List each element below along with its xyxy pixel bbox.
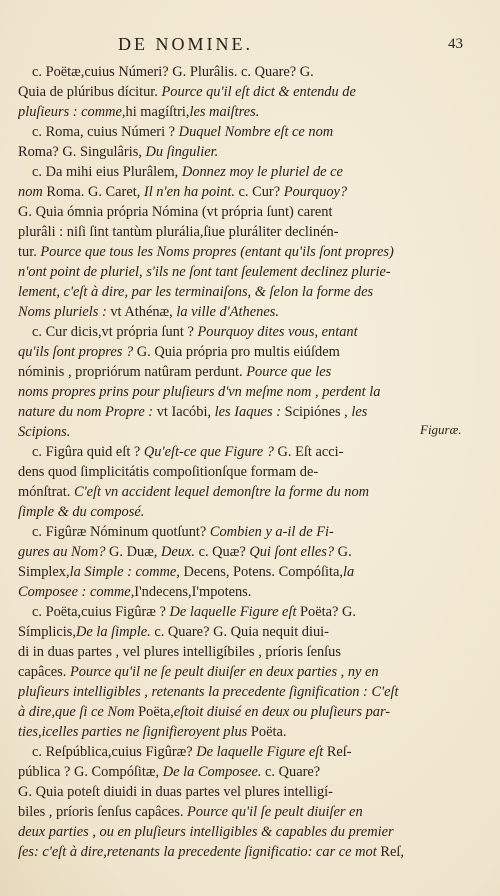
- latin-text: c. Quare? G.: [241, 64, 314, 80]
- text-line: [18, 682, 414, 702]
- french-text: Duquel Nombre eſt ce nom: [178, 124, 334, 140]
- french-text: Pource qu'il eſt dict & entendu de: [161, 84, 356, 100]
- french-text: qu'ils ſont propres ?: [18, 344, 137, 360]
- latin-text: Reſ,: [380, 844, 404, 860]
- french-text: Il n'en ha point.: [143, 184, 239, 200]
- text-line: [18, 542, 414, 562]
- latin-text: di in duas partes , vel plures intelligíbiles , príoris ſenſus: [18, 644, 341, 660]
- text-line: [18, 602, 414, 622]
- text-line: [18, 242, 414, 262]
- latin-text: Roma.: [46, 184, 88, 200]
- text-line: [18, 442, 414, 462]
- latin-text: Poëta,: [138, 704, 174, 720]
- french-text: la Simple : comme,: [69, 564, 184, 580]
- french-text: Pource que tous les Noms propres (entant qu'ils ſont propres): [40, 244, 394, 260]
- page-number: 43: [448, 36, 463, 52]
- latin-text: G. Quia ómnia própria Nómina (vt própria ſunt) carent: [18, 204, 333, 220]
- french-text: la: [342, 564, 355, 580]
- latin-text: vt Athénæ,: [110, 304, 177, 320]
- french-text: lement, c'eſt à dire, par les terminaiſons, & ſelon la forme des: [18, 284, 374, 300]
- latin-text: hi magíſtri,: [125, 104, 190, 120]
- latin-text: Reſ-: [326, 744, 352, 760]
- latin-text: Símplicis,: [18, 624, 76, 640]
- text-line: [18, 282, 414, 302]
- text-line: [18, 182, 414, 202]
- latin-text: Simplex,: [18, 564, 70, 580]
- text-line: [18, 622, 414, 642]
- latin-text: Poëta?: [300, 604, 343, 620]
- text-line: [18, 302, 414, 322]
- text-line: [18, 162, 414, 182]
- french-text: ſimple & du composé.: [18, 504, 145, 520]
- latin-text: G. Caret,: [87, 184, 144, 200]
- french-text: pluſieurs intelligibles , retenants la precedente ſignification : C'eſt: [18, 684, 399, 700]
- latin-text: Poëta.: [250, 724, 287, 740]
- latin-text: plurâli : niſi ſint tantùm plurália,ſiue pluráliter declinén-: [18, 224, 339, 240]
- latin-text: c. Cur?: [238, 184, 284, 200]
- french-text: ties,icelles parties ne ſignifieroyent plus: [18, 724, 251, 740]
- french-text: Composee : comme,: [18, 584, 135, 600]
- latin-text: Roma?: [18, 144, 63, 160]
- french-text: Pourquoy?: [283, 184, 348, 200]
- latin-text: G. Eſt acci-: [277, 444, 344, 460]
- text-line: [18, 842, 414, 862]
- latin-text: I'ndecens,I'mpotens.: [134, 584, 252, 600]
- latin-text: Quia de plúribus dícitur.: [18, 84, 162, 100]
- text-line: [18, 142, 414, 162]
- latin-text: G. Compóſitæ,: [73, 764, 163, 780]
- french-text: De laquelle Figure eſt: [169, 604, 301, 620]
- french-text: nature du nom Propre :: [18, 404, 157, 420]
- text-line: [18, 262, 414, 282]
- latin-text: G. Quia nequit diui-: [213, 624, 329, 640]
- text-line: [18, 482, 414, 502]
- text-line: [18, 582, 414, 602]
- latin-text: dens quod ſimplicitátis compoſitionſque formam de-: [18, 464, 319, 480]
- latin-text: G. Plurâlis.: [172, 64, 242, 80]
- latin-text: G. Quia poteſt diuidi in duas partes vel plures intelligí-: [18, 784, 333, 800]
- french-text: De laquelle Figure eſt: [196, 744, 327, 760]
- text-line: [18, 722, 414, 742]
- french-text: Combien y a-il de Fi-: [209, 524, 334, 540]
- latin-text: Decens, Potens. Compóſita,: [183, 564, 343, 580]
- french-text: Donnez moy le pluriel de ce: [181, 164, 343, 180]
- french-text: Noms pluriels :: [18, 304, 111, 320]
- latin-text: c. Da mihi eius Plurâlem,: [32, 164, 182, 180]
- french-text: Pource qu'il ne ſe peult diuiſer en deux parties , ny en: [69, 664, 379, 680]
- french-text: pluſieurs : comme,: [18, 104, 126, 120]
- french-text: gures au Nom?: [18, 544, 110, 560]
- text-line: [18, 642, 414, 662]
- text-line: [18, 82, 414, 102]
- french-text: Pourquoy dites vous, entant: [197, 324, 358, 340]
- french-text: Qui ſont elles?: [249, 544, 338, 560]
- latin-text: Scipiónes ,: [284, 404, 352, 420]
- latin-text: c. Quæ?: [198, 544, 250, 560]
- latin-text: vt Iacóbi,: [156, 404, 215, 420]
- french-text: Scipions.: [18, 424, 71, 440]
- french-text: Pource que les: [246, 364, 332, 380]
- french-text: nom: [18, 184, 47, 200]
- text-line: [18, 562, 414, 582]
- margin-note: Figuræ.: [420, 422, 462, 437]
- text-line: [18, 762, 414, 782]
- latin-text: c. Quare?: [154, 624, 214, 640]
- french-text: De la ſimple.: [75, 624, 155, 640]
- text-line: [18, 802, 414, 822]
- text-line: [18, 382, 414, 402]
- french-text: eſtoit diuisé en deux ou pluſieurs par-: [173, 704, 391, 720]
- text-line: [18, 822, 414, 842]
- latin-text: c. Roma, cuius Númeri ?: [32, 124, 179, 140]
- text-line: [18, 62, 414, 82]
- text-line: [18, 782, 414, 802]
- latin-text: c. Poëta,cuius Figûræ ?: [32, 604, 170, 620]
- french-text: les: [351, 404, 368, 420]
- text-line: [18, 502, 414, 522]
- running-title: DE NOMINE.: [118, 34, 253, 54]
- text-line: [18, 662, 414, 682]
- latin-text: c. Quare?: [265, 764, 321, 780]
- text-line: [18, 222, 414, 242]
- latin-text: nóminis , propriórum natûram perdunt.: [18, 364, 247, 380]
- latin-text: c. Figûræ Nóminum quotſunt?: [32, 524, 210, 540]
- latin-text: pública ?: [18, 764, 74, 780]
- page-header: [0, 34, 500, 56]
- french-text: Du ſingulier.: [145, 144, 219, 160]
- text-line: [18, 422, 414, 442]
- text-line: [18, 202, 414, 222]
- latin-text: c. Reſpública,cuius Figûræ?: [32, 744, 197, 760]
- latin-text: c. Poëtæ,cuius Númeri?: [32, 64, 173, 80]
- text-line: [18, 522, 414, 542]
- french-text: Pource qu'il ſe peult diuiſer en: [187, 804, 363, 820]
- french-text: deux parties , ou en pluſieurs intelligibles & capables du premier: [18, 824, 394, 840]
- text-line: [18, 122, 414, 142]
- text-line: [18, 462, 414, 482]
- text-body: [18, 62, 414, 862]
- text-line: [18, 402, 414, 422]
- text-line: [18, 742, 414, 762]
- french-text: la ville d'Athenes.: [176, 304, 279, 320]
- french-text: Qu'eſt-ce que Figure ?: [143, 444, 278, 460]
- latin-text: G. Singulâris,: [62, 144, 146, 160]
- latin-text: capâces.: [18, 664, 70, 680]
- latin-text: G. Duæ,: [109, 544, 161, 560]
- french-text: les Iaques :: [214, 404, 285, 420]
- french-text: noms propres prins pour pluſieurs d'vn meſme nom , perdent la: [18, 384, 381, 400]
- french-text: C'eſt vn accident lequel demonſtre la forme du nom: [73, 484, 370, 500]
- text-line: [18, 702, 414, 722]
- french-text: à dire,que ſi ce Nom: [18, 704, 139, 720]
- french-text: Deux.: [161, 544, 199, 560]
- french-text: De la Composee.: [162, 764, 266, 780]
- text-line: [18, 362, 414, 382]
- latin-text: tur.: [18, 244, 41, 260]
- latin-text: mónſtrat.: [18, 484, 74, 500]
- french-text: ſes: c'eſt à dire,retenants la precedente ſignificatio: car ce mot: [18, 844, 381, 860]
- latin-text: G.: [342, 604, 357, 620]
- latin-text: G.: [337, 544, 352, 560]
- text-line: [18, 322, 414, 342]
- latin-text: biles , príoris ſenſus capâces.: [18, 804, 188, 820]
- french-text: les maiſtres.: [189, 104, 260, 120]
- french-text: n'ont point de pluriel, s'ils ne ſont tant ſeulement declinez plurie-: [18, 264, 391, 280]
- text-line: [18, 342, 414, 362]
- text-line: [18, 102, 414, 122]
- latin-text: G. Quia própria pro multis eiúſdem: [136, 344, 340, 360]
- latin-text: c. Figûra quid eſt ?: [32, 444, 144, 460]
- latin-text: c. Cur dicis,vt própria ſunt ?: [32, 324, 198, 340]
